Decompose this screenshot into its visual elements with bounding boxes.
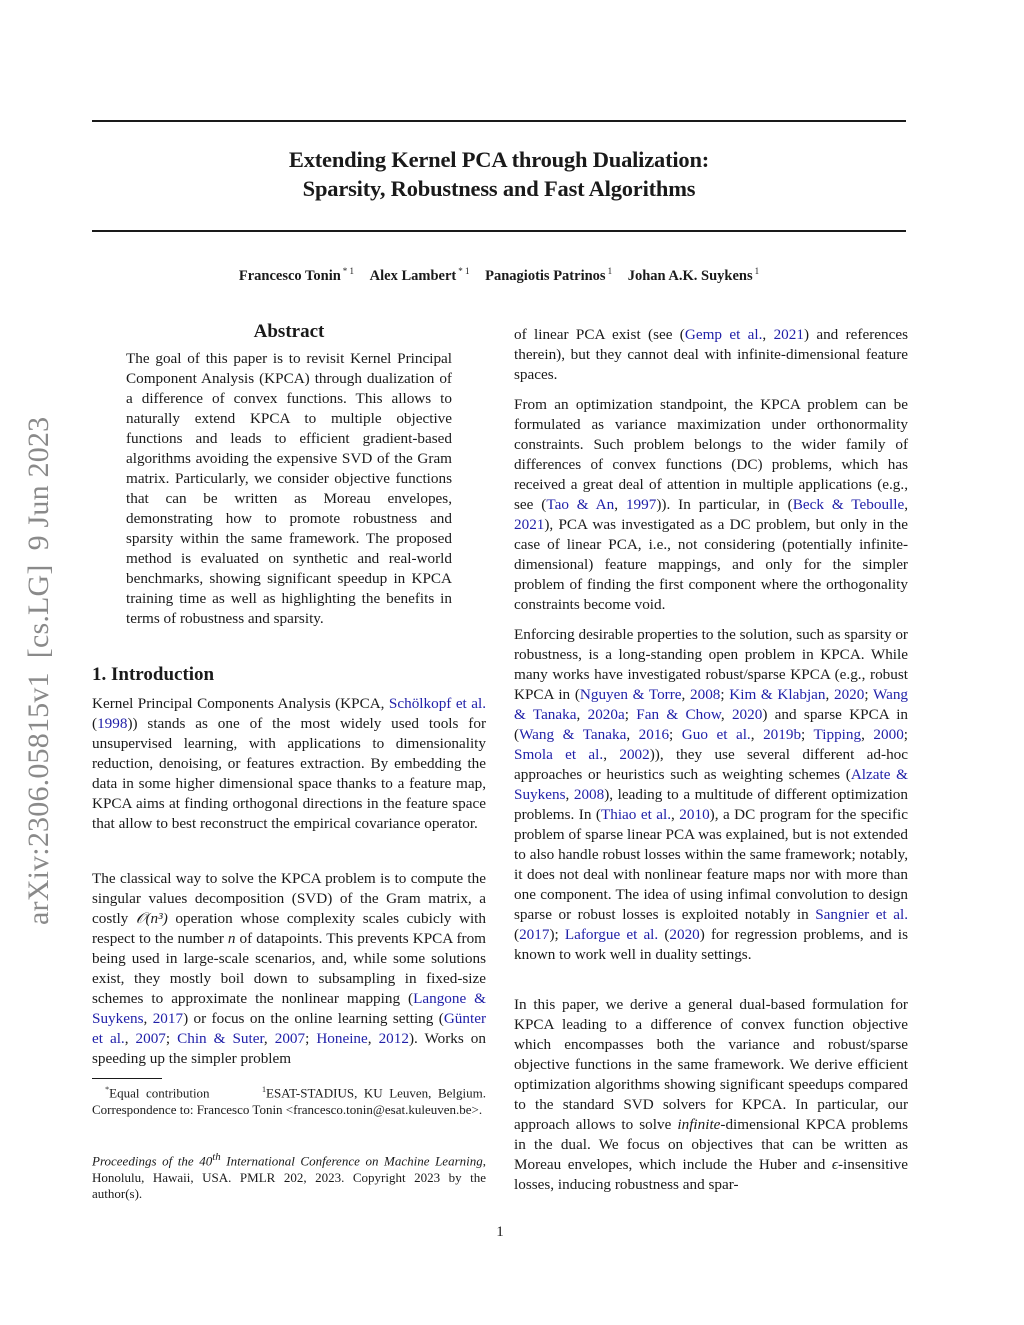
text: , xyxy=(124,1030,136,1047)
citation-link[interactable]: Kim & Klabjan xyxy=(729,686,826,703)
text: operation whose complexity scales cubicly with respect to the number xyxy=(92,910,486,947)
arxiv-date: 9 Jun 2023 xyxy=(22,416,55,551)
author-affiliation-mark: 1 xyxy=(754,266,760,276)
author-name: Johan A.K. Suykens xyxy=(627,267,753,284)
citation-year-link[interactable]: 2017 xyxy=(152,1010,184,1027)
text: , Honolulu, Hawaii, USA. PMLR 202, 2023. Copyright 2023 by the author(s). xyxy=(92,1153,486,1202)
math-complexity: 𝒪(n³) xyxy=(135,910,168,927)
citation-link[interactable]: Sangnier et al. xyxy=(815,906,908,923)
emphasis: infinite xyxy=(677,1116,721,1133)
author xyxy=(485,268,612,284)
text: ) and sparse KPCA in ( xyxy=(514,706,909,743)
text: th xyxy=(212,1151,221,1163)
citation-link[interactable]: Wang & Tanaka xyxy=(514,686,909,723)
text: , xyxy=(762,326,774,343)
text: , xyxy=(904,496,909,513)
intro-paragraph-4 xyxy=(514,395,908,615)
citation-year-link[interactable]: 1997 xyxy=(625,496,657,513)
text: The classical way to solve the KPCA problem is to compute the singular values decomposition (SVD) of the Gram matrix, a costly xyxy=(92,870,486,927)
citation-year-link[interactable]: 2021 xyxy=(773,326,804,343)
intro-paragraph-2 xyxy=(92,869,486,1069)
citation-link[interactable]: Tao & An xyxy=(546,496,615,513)
citation-year-link[interactable]: 2019b xyxy=(763,726,802,743)
text: -insensitive losses, inducing robustness and spar- xyxy=(514,1156,908,1193)
text: )) stands as one of the most widely used tools for unsupervised learning, with applications to dimensionality reduction, denoising, or features extraction. By embedding the data in some higher dimensional space thanks to a feature map, KPCA aims at finding orthogonal directions in the feature space that allow to best reconstruct the empirical covariance operator. xyxy=(92,715,486,832)
text: of datapoints. This prevents KPCA from being used in large-scale scenarios, and, while some solutions exist, they mostly boil down to subsampling in fixed-size schemes to approximate the nonlinear mapping ( xyxy=(92,930,486,1007)
text: ), PCA was investigated as a DC problem, but only in the case of linear PCA, i.e., not considering (potentially infinite-dimensional) feature mappings, and only for the simpler problem of finding the first component where the orthogonality constraints become void. xyxy=(514,516,908,613)
math-epsilon: ϵ xyxy=(831,1156,838,1173)
text: Proceedings of the xyxy=(92,1153,200,1169)
text: , xyxy=(367,1030,379,1047)
citation-link[interactable]: Beck & Teboulle xyxy=(792,496,905,513)
text: ), a DC program for the specific problem of sparse linear PCA was explained, but is not extended to also handle robust losses within the same framework; notably, it does not deal with nonlinear feature maps nor with more than one component. The idea of using infimal convolution to design sparse or robust losses is exploited notably in xyxy=(514,806,909,923)
title-bottom-rule xyxy=(92,230,906,232)
citation-year-link[interactable]: 2020 xyxy=(669,926,700,943)
text: , xyxy=(263,1030,275,1047)
text: )), they use several different ad-hoc approaches or heuristics such as weighting schemes ( xyxy=(514,746,909,783)
page-number: 1 xyxy=(496,1224,504,1240)
author-list xyxy=(92,266,906,285)
intro-paragraph-5: Enforcing desirable properties to the solution, such as sparsity or robustness, is a long-standing open problem in KPCA. While many works have investigated robust/sparse KPCA (e.g., robust KPCA in (Nguyen & Torre, 2008; Kim & Klabjan, 2020; Wang & Tanaka, 2020a; Fan & Chow, 2020) and sparse KPCA in (Wang & Tanaka, 2016; Guo et al., 2019b; Tipping, 2000; Smola et al., 2002)), they use several different ad-hoc approaches or heuristics such as weighting schemes (Alzate & Suykens, 2008), leading to a multitude of different optimization problems. In (Thiao et al., 2010), a DC program for the specific problem of sparse linear PCA was explained, but is not extended to also handle robust losses within the same framework; notably, it does not deal with nonlinear feature maps nor with more than one component. The idea of using infimal convolution to design sparse or robust losses is exploited notably in Sangnier et al. (2017); Laforgue et al. (2020) for regression problems, and is known to work well in duality settings. xyxy=(514,626,909,963)
author-affiliation-mark: * 1 xyxy=(342,266,355,276)
citation-year-link[interactable]: 2021 xyxy=(514,516,545,533)
citation-year-link[interactable]: 2008 xyxy=(690,686,721,703)
footnote-affiliation: ESAT-STADIUS, KU Leuven, Belgium. Correspondence to: Francesco Tonin <francesco.tonin@esat.kuleuven.be>. xyxy=(92,1085,487,1117)
citation-link[interactable]: Thiao et al. xyxy=(600,806,672,823)
math-n: n xyxy=(227,930,236,947)
citation-link[interactable]: Laforgue et al. xyxy=(564,926,659,943)
citation-year-link[interactable]: 2000 xyxy=(873,726,904,743)
text: )). In particular, in ( xyxy=(656,496,793,513)
text: of linear PCA exist (see ( xyxy=(514,326,685,343)
footnote-mark: * xyxy=(105,1085,110,1094)
text: ; xyxy=(305,1030,317,1047)
text: ). Works on speeding up the simpler problem xyxy=(92,1030,486,1067)
intro-paragraph-6 xyxy=(514,995,908,1195)
author-affiliation-mark: * 1 xyxy=(458,266,470,276)
citation-year-link[interactable]: 2020 xyxy=(731,706,763,723)
intro-paragraph-3 xyxy=(514,325,908,385)
citation-year-link[interactable]: 2007 xyxy=(274,1030,306,1047)
footnote-rule xyxy=(92,1078,162,1079)
citation-year-link[interactable]: 2016 xyxy=(638,726,670,743)
citation-link[interactable]: Langone & Suykens xyxy=(92,990,486,1027)
footnote-mark: 1 xyxy=(262,1085,267,1094)
citation-year-link[interactable]: 2002 xyxy=(619,746,650,763)
citation-link[interactable]: Gemp et al. xyxy=(684,326,763,343)
text: , xyxy=(143,1010,153,1027)
proceedings-note xyxy=(92,1149,486,1203)
arxiv-category: [cs.LG] xyxy=(22,564,55,659)
citation-link[interactable]: Honeine xyxy=(316,1030,368,1047)
title-top-rule xyxy=(92,120,906,122)
text: From an optimization standpoint, the KPCA problem can be formulated as variance maximization under orthonormality constraints. Such problem belongs to the wider family of differences of convex functions (DC) problems, which has received a great deal of attention in multiple applications (e.g., see ( xyxy=(514,396,908,513)
text: Kernel Principal Components Analysis (KPCA, xyxy=(92,695,389,712)
author xyxy=(370,268,470,284)
citation-link[interactable]: Guo et al. xyxy=(681,726,751,743)
arxiv-stamp xyxy=(22,403,56,925)
citation-year-link[interactable]: 2020a xyxy=(587,706,625,723)
citation-link[interactable]: Günter et al. xyxy=(92,1010,487,1047)
abstract-text: The goal of this paper is to revisit Kernel Principal Component Analysis (KPCA) through dualization of a difference of convex functions. This allows to naturally extend KPCA to multiple objective functions and leads to efficient gradient-based algorithms avoiding the expensive SVD of the Gram matrix. Particularly, we consider objective functions that can be written as Moreau envelopes, demonstrating how to promote robustness and sparsity within the same framework. The proposed method is evaluated on synthetic and real-world benchmarks, showing significant speedup in KPCA training time as well as highlighting the benefits in terms of robustness and sparsity. xyxy=(126,350,452,627)
intro-paragraph-1 xyxy=(92,694,486,834)
text: 40 xyxy=(199,1153,213,1169)
citation-link[interactable]: Chin & Suter xyxy=(177,1030,264,1047)
citation-year-link[interactable]: 2008 xyxy=(573,786,605,803)
citation-year-link[interactable]: 2020 xyxy=(833,686,865,703)
arxiv-id: arXiv:2306.05815v1 xyxy=(22,672,55,925)
citation-link[interactable]: Nguyen & Torre xyxy=(579,686,682,703)
abstract-heading: Abstract xyxy=(253,321,325,342)
author-affiliation-mark: 1 xyxy=(607,266,613,276)
citation-year-link[interactable]: 2012 xyxy=(378,1030,409,1047)
author-name: Panagiotis Patrinos xyxy=(485,267,606,284)
citation-year-link[interactable]: 2010 xyxy=(679,806,710,823)
text: -dimensional KPCA problems in the dual. We focus on objectives that can be written as Moreau envelopes, which include the Huber and xyxy=(514,1116,908,1173)
author-name: Alex Lambert xyxy=(369,267,457,284)
footnote xyxy=(92,1082,486,1118)
author xyxy=(239,268,354,284)
citation-link[interactable]: Fan & Chow xyxy=(636,706,721,723)
citation-link[interactable]: Schölkopf et al. xyxy=(388,695,486,712)
text: International Conference on Machine Learning xyxy=(220,1153,483,1169)
author xyxy=(628,268,759,284)
text: ) or focus on the online learning setting ( xyxy=(183,1010,444,1027)
text: ), leading to a multitude of different optimization problems. In ( xyxy=(514,786,908,823)
citation-year-link[interactable]: 2007 xyxy=(135,1030,166,1047)
section-heading-introduction: 1. Introduction xyxy=(92,664,215,685)
citation-link[interactable]: Tipping xyxy=(813,726,862,743)
footnote-equal: Equal contribution xyxy=(109,1085,210,1101)
text: In this paper, we derive a general dual-based formulation for KPCA leading to a difference of convex function objective which encompasses both the variance and robust/sparse objective functions in the same framework. We derive efficient optimization algorithms showing significant speedups compared to the standard SVD solvers for KPCA. In particular, our approach allows to solve xyxy=(514,996,908,1133)
citation-link[interactable]: Smola et al. xyxy=(514,746,604,763)
citation-year-link[interactable]: 2017 xyxy=(519,926,550,943)
paper-title xyxy=(92,145,906,203)
text: ( xyxy=(92,715,98,732)
text: ; xyxy=(165,1030,178,1047)
text: , xyxy=(614,496,626,513)
citation-link[interactable]: Alzate & Suykens xyxy=(514,766,908,803)
text: ) and references therein), but they cannot deal with infinite-dimensional feature spaces. xyxy=(514,326,909,383)
citation-year-link[interactable]: 1998 xyxy=(97,715,128,732)
title-line-2: Sparsity, Robustness and Fast Algorithms xyxy=(302,176,696,201)
author-name: Francesco Tonin xyxy=(238,267,341,284)
citation-link[interactable]: Wang & Tanaka xyxy=(519,726,627,743)
text: Enforcing desirable properties to the solution, such as sparsity or robustness, is a long-standing open problem in KPCA. While many works have investigated robust/sparse KPCA (e.g., robust KPCA in ( xyxy=(514,626,908,703)
text: for regression problems, and is known to work well in duality settings. xyxy=(514,926,908,963)
title-line-1: Extending Kernel PCA through Dualization: xyxy=(288,147,710,172)
